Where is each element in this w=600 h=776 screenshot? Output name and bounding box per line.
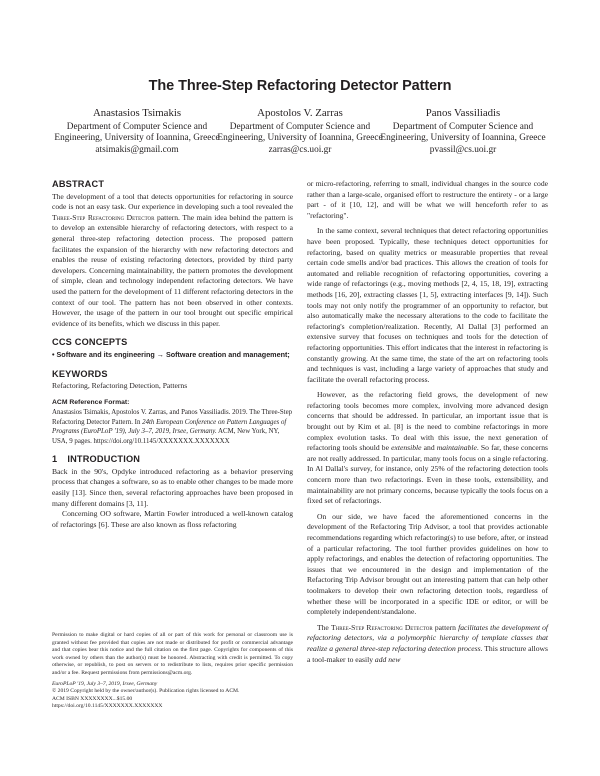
author-block: [47, 108, 227, 156]
author-block: [373, 108, 553, 156]
right-column: [307, 179, 548, 665]
body-paragraph: or micro-refactoring, referring to small, individual changes in the source code rather than a large-scale, organised effort to restructure the entirety - or a large part - of it [10, 12], and will be what we will henceforth refer to as "refactoring".: [307, 179, 548, 220]
author-affiliation: Department of Computer Science and Engineering, University of Ioannina, Greece: [54, 121, 220, 144]
permission-footnote: Permission to make digital or hard copies of all or part of this work for personal or classroom use is granted without fee provided that copies are not made or distributed for profit or commercial advantage and that copies bear this notice and the full citation on the first page. Copyrights for components of this work owned by others than the author(s) must be honored. Abstracting with credit is permitted. To copy otherwise, or republish, to post on servers or to redistribute to lists, requires prior specific permission and/or a fee. Request permissions from permissions@acm.org. EuroPLoP '19, July 3–7, 2019, Irsee, Germany © 2019 Copyright held by the owner/author(s). Publication rights licensed to ACM. ACM ISBN XXXXXXXX...$15.00 https://doi.org/10.1145/XXXXXXX.XXXXXXX: [52, 632, 293, 710]
intro-paragraph: Concerning OO software, Martin Fowler introduced a well-known catalog of refactorings [6]. These are also known as floss refactoring: [52, 509, 293, 529]
left-column: [52, 179, 293, 530]
author-name: Apostolos V. Zarras: [257, 107, 343, 119]
author-name: Panos Vassiliadis: [425, 107, 501, 119]
abstract-heading: ABSTRACT: [52, 179, 105, 189]
author-affiliation: Department of Computer Science and Engineering, University of Ioannina, Greece: [380, 121, 546, 144]
body-paragraph: On our side, we have faced the aforementioned concerns in the development of the Refactoring Trip Advisor, a tool that provides actionable recommendations regarding which refactoring(s) to use before, after, or instead of a particular refactoring. The tool further provides guidelines on how to apply refactorings, and enables the detection of refactoring opportunities. The issues that we encountered in the design and implementation of the Refactoring Trip Advisor brought out an interesting pattern that can help other toolmakers to develop their own refactoring detection tools, regardless of whether these will be incorporated in a specific IDE or editor, or will be completely independent/standalone.: [307, 511, 548, 617]
author-affiliation: Department of Computer Science and Engineering, University of Ioannina, Greece: [217, 121, 383, 144]
isbn-line: ACM ISBN XXXXXXXX...$15.00: [52, 695, 133, 702]
author-block: [210, 108, 390, 156]
intro-heading: 1 INTRODUCTION: [52, 454, 141, 465]
paper-title: The Three-Step Refactoring Detector Pattern: [148, 78, 452, 94]
ccs-heading: CCS CONCEPTS: [52, 337, 128, 348]
copyright-line: © 2019 Copyright held by the owner/author(s). Publication rights licensed to ACM.: [52, 688, 240, 695]
reference-format-text: Anastasios Tsimakis, Apostolos V. Zarras, and Panos Vassiliadis. 2019. The Three-Step Refactoring Detector Pattern. In 24th European Conference on Pattern Languages of Programs (EuroPLoP '19), July 3–7, 2019, Irsee, Germany. ACM, New York, NY, USA, 9 pages. https://doi.org/10.1145/XXXXXXX.XXXXXXX: [52, 409, 293, 445]
keywords-text: Refactoring, Refactoring Detection, Patterns: [52, 381, 188, 391]
ccs-concepts: • Software and its engineering → Software creation and management;: [52, 349, 290, 359]
intro-paragraph: Back in the 90's, Opdyke introduced refactoring as a behavior preserving process that changes a software, so as to enable other changes to be made more easily [13]. Since then, several refactoring approaches have been proposed in many different domains [3, 11].: [52, 466, 293, 508]
body-paragraph: In the same context, several techniques that detect refactoring opportunities have been proposed. Typically, these techniques detect opportunities for refactoring, based on quality metrics or measurable properties that reveal certain code smells and/or bad practices. This allows the creation of tools for automated and reliable recognition of refactoring opportunities, covering a wide range of refactorings (e.g., moving methods [2, 4, 15, 18, 19], extracting methods [16, 20], extracting classes [1, 5], extracting interfaces [9, 14]). Such tools may not only notify the programmer of an opportunity to refactor, but also automatically make the necessary alterations to the code to facilitate the refactoring's completion/realization. Recently, Al Dallal [3] performed an extensive survey that focuses on techniques and tools for the detection of refactoring opportunities. This effort indicates that the interest in refactoring is constantly growing. At the same time, the state of the art on refactoring tools and techniques is vast, including a large variety of approaches that study and facilitate the overall refactoring process.: [307, 226, 548, 384]
author-email: zarras@cs.uoi.gr: [268, 144, 332, 155]
doi-line: https://doi.org/10.1145/XXXXXXX.XXXXXXX: [52, 703, 163, 710]
reference-format-heading: ACM Reference Format:: [52, 398, 130, 406]
abstract-text: The development of a tool that detects opportunities for refactoring in source code is not an easy task. Our experience in developing such a tool revealed the Three-Step Refactoring Detector pattern. The main idea behind the pattern is to develop an extensible hierarchy of refactoring detectors, with respect to a general three-step refactoring detection process. The proposed pattern facilitates the expansion of the hierarchy with new refactoring detectors and enables the reuse of existing refactoring detectors, provided by third party developers. Concerning maintainability, the pattern promotes the development of simple, clean and technology independent refactoring detectors. We have used the pattern for the development of 11 different refactoring detectors in the context of our tool. The pattern has not been observed in other contexts. However, the usage of the pattern in our tool brought out specific empirical evidence of its benefits, which we discuss in this paper.: [52, 191, 293, 328]
conference-line: EuroPLoP '19, July 3–7, 2019, Irsee, Germany: [52, 680, 158, 687]
keywords-heading: KEYWORDS: [52, 368, 108, 379]
author-email: atsimakis@gmail.com: [95, 144, 179, 155]
author-email: pvassil@cs.uoi.gr: [429, 144, 497, 155]
author-name: Anastasios Tsimakis: [92, 107, 182, 119]
body-paragraph: The Three-Step Refactoring Detector pattern facilitates the development of refactoring detectors, via a polymorphic hierarchy of template classes that realize a general three-step refactoring detection process. This structure allows a tool-maker to easily add new: [307, 622, 549, 664]
body-paragraph: However, as the refactoring field grows, the development of new refactoring tools becomes more complex, involving more advanced design concerns that should be addressed. In particular, an important issue that is brought out by Kim et al. [8] is the need to combine refactorings in more complex evolution tasks. To deal with this issue, the next generation of refactoring tools should be extensible and maintainable. So far, these concerns are not really addressed. In particular, many tools focus on a single refactoring. In Al Dallal's survey, for instance, only 25% of the refactoring detection tools concern more than two refactorings. Even in these tools, extensibility, and maintainability are not primary concerns, because typically the tools focus on a fixed set of refactorings.: [307, 390, 549, 506]
